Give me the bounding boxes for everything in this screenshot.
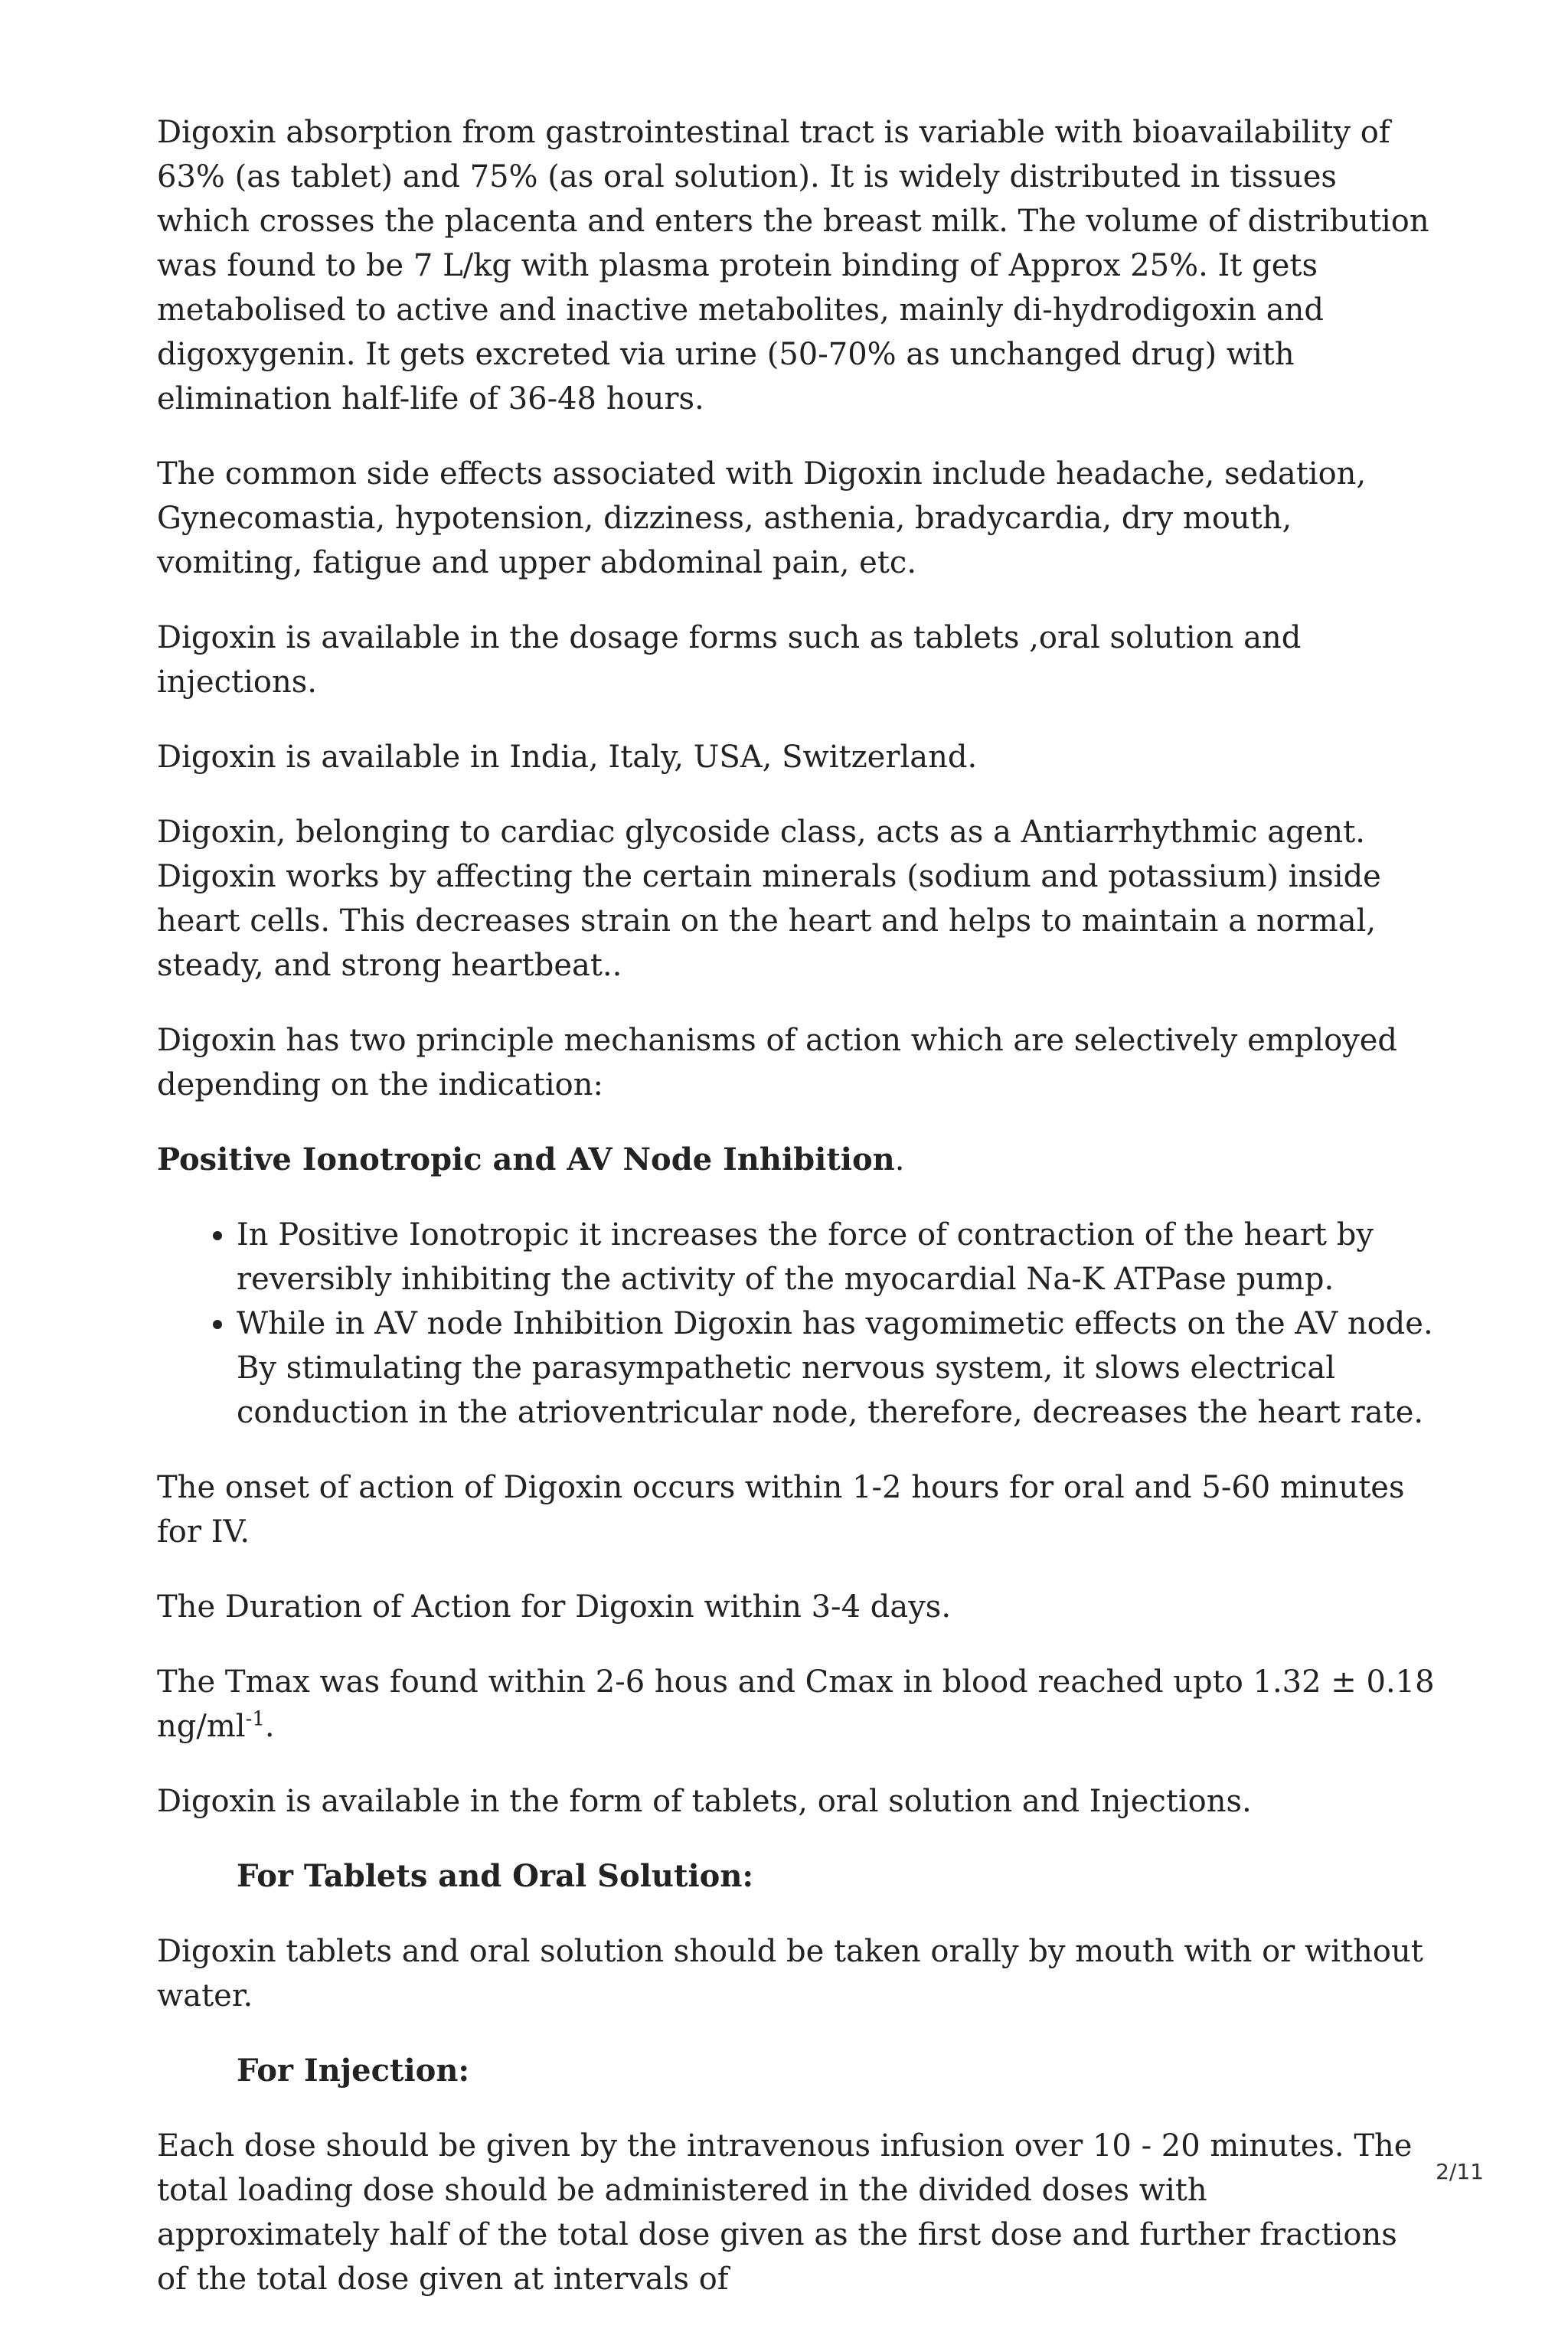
unit-superscript: -1 (245, 1707, 265, 1731)
mechanism-list (157, 1213, 1436, 1435)
tmax-cmax-text: The Tmax was found within 2-6 hous and Cmax in blood reached upto 1.32 ± 0.18 ng/ml (157, 1664, 1435, 1744)
duration-paragraph: The Duration of Action for Digoxin within 3-4 days. (157, 1589, 952, 1625)
injection-paragraph: Each dose should be given by the intravenous infusion over 10 - 20 minutes. The total loading dose should be administered in the divided doses with approximately half of the total dose given as the first dose and further fractions of the total dose given at intervals of (157, 2128, 1413, 2297)
mechanism-heading-text: Positive Ionotropic and AV Node Inhibition (157, 1142, 895, 1177)
tablets-paragraph: Digoxin tablets and oral solution should be taken orally by mouth with or without water. (157, 1934, 1423, 2014)
drug-class-paragraph: Digoxin, belonging to cardiac glycoside class, acts as a Antiarrhythmic agent. Digoxin works by affecting the certain minerals (sodium and potassium) inside heart cells. This decreases strain on the heart and helps to maintain a normal, steady, and strong heartbeat.. (157, 815, 1381, 983)
injection-subheading: For Injection: (237, 2053, 470, 2089)
document-page (157, 110, 1436, 2332)
tmax-cmax-paragraph (157, 1660, 1436, 1749)
mechanism-heading-period: . (894, 1142, 905, 1177)
forms-paragraph: Digoxin is available in the form of tablets, oral solution and Injections. (157, 1784, 1252, 1819)
page-number: 2/11 (1436, 2159, 1484, 2184)
side-effects-paragraph: The common side effects associated with Digoxin include headache, sedation, Gynecomastia, hypotension, dizziness, asthenia, bradycardia, dry mouth, vomiting, fatigue and upper abdominal pain, etc. (157, 456, 1367, 580)
tmax-cmax-period: . (264, 1709, 275, 1744)
dosage-forms-paragraph: Digoxin is available in the dosage forms such as tablets ,oral solution and injections. (157, 620, 1302, 700)
pharmacokinetics-paragraph: Digoxin absorption from gastrointestinal tract is variable with bioavailability of 63% (as tablet) and 75% (as oral solution). It is widely distributed in tissues which crosses the placenta and enters the breast milk. The volume of distribution was found to be 7 L/kg with plasma protein binding of Approx 25%. It gets metabolised to active and inactive metabolites, mainly di-hydrodigoxin and digoxygenin. It gets excreted via urine (50-70% as unchanged drug) with elimination half-life of 36-48 hours. (157, 115, 1429, 416)
list-item: • In Positive Ionotropic it increases the force of contraction of the heart by reversibly inhibiting the activity of the myocardial Na-K ATPase pump. (237, 1213, 1436, 1302)
availability-paragraph: Digoxin is available in India, Italy, USA, Switzerland. (157, 740, 978, 775)
list-item: • While in AV node Inhibition Digoxin has vagomimetic effects on the AV node. By stimulating the parasympathetic nervous system, it slows electrical conduction in the atrioventricular node, therefore, decreases the heart rate. (237, 1302, 1436, 1435)
mechanism-heading (157, 1138, 1436, 1182)
onset-paragraph: The onset of action of Digoxin occurs within 1-2 hours for oral and 5-60 minutes for IV. (157, 1470, 1405, 1550)
tablets-subheading: For Tablets and Oral Solution: (237, 1858, 754, 1894)
mechanisms-intro-paragraph: Digoxin has two principle mechanisms of action which are selectively employed depending on the indication: (157, 1023, 1398, 1102)
